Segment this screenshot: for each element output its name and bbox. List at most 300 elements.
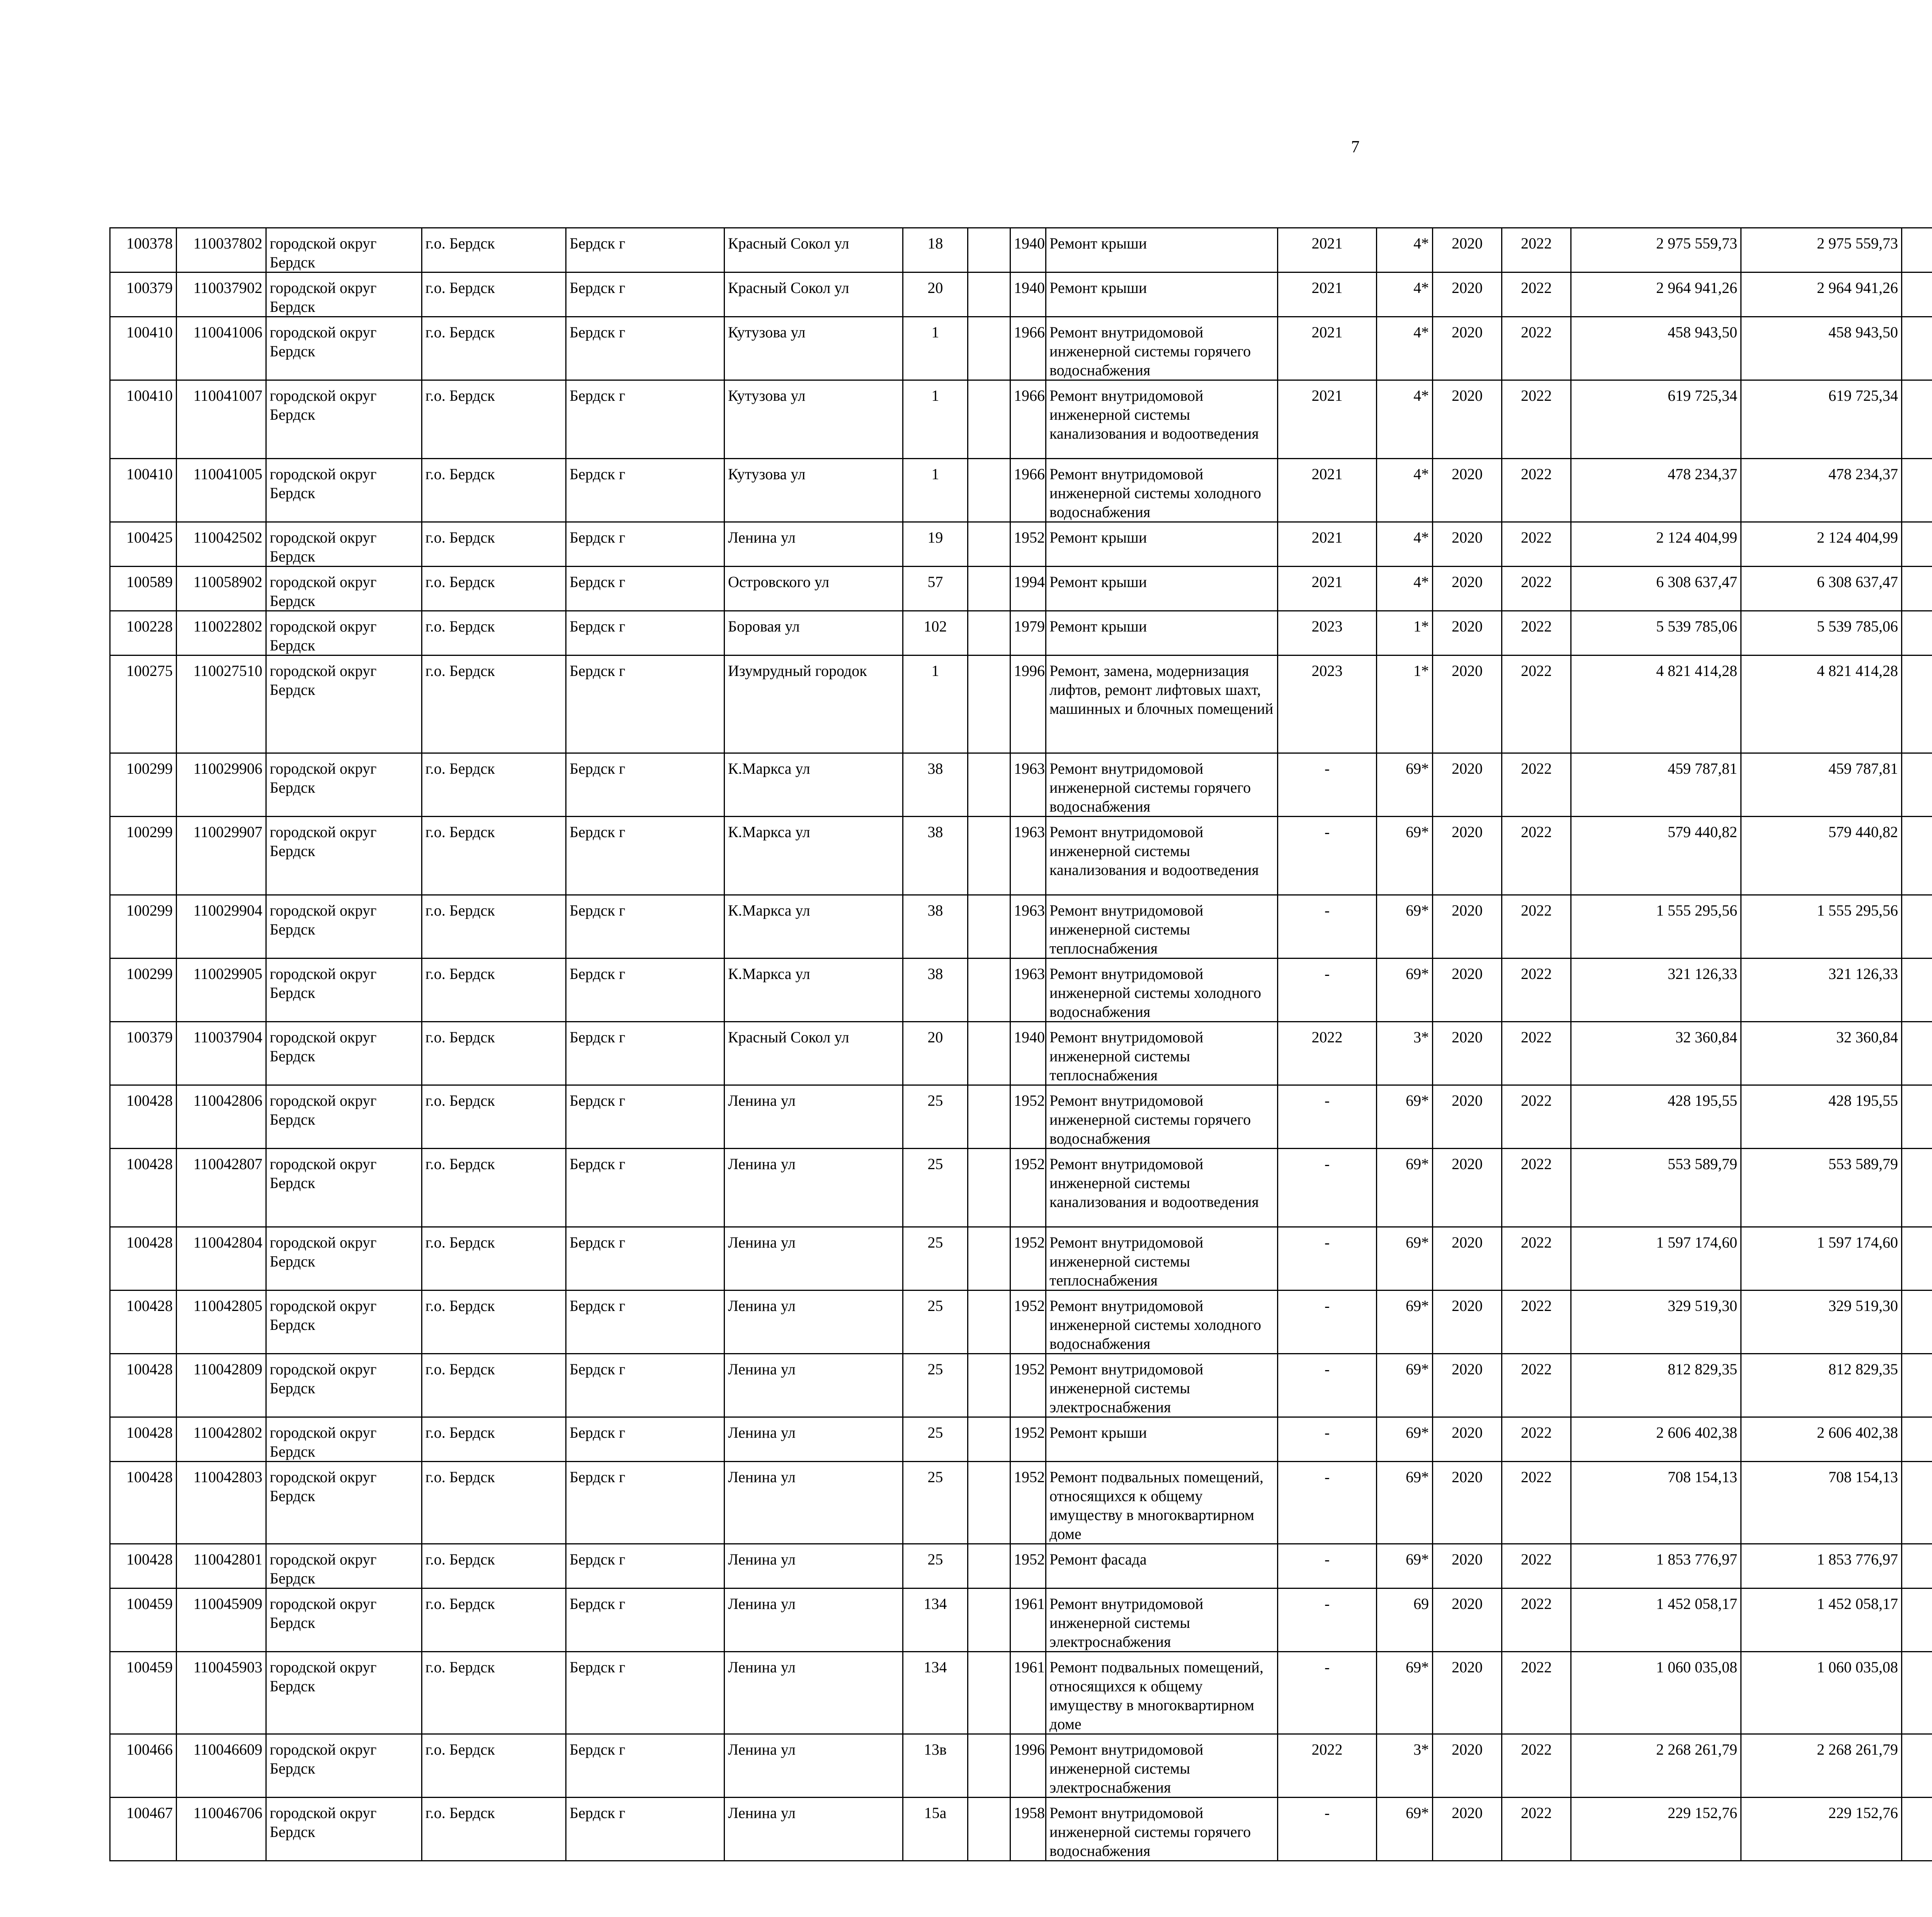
cell-municipality: городской округ Бердск [266, 1734, 422, 1798]
cell-priority: 3* [1377, 1022, 1433, 1085]
cell-house-number: 57 [903, 567, 968, 611]
cell-start-year: 2020 [1433, 611, 1502, 655]
cell-municipality: городской округ Бердск [266, 655, 422, 753]
cell-empty [968, 817, 1010, 895]
cell-work-type: Ремонт внутридомовой инженерной системы электроснабжения [1046, 1354, 1278, 1417]
cell-municipality: городской округ Бердск [266, 1652, 422, 1734]
cell-house-id: 100410 [110, 317, 177, 380]
cell-house-number: 102 [903, 611, 968, 655]
cell-municipality: городской округ Бердск [266, 317, 422, 380]
cell-year-built: 1963 [1010, 817, 1046, 895]
cell-municipality: городской округ Бердск [266, 1798, 422, 1861]
cell-street: Ленина ул [724, 1290, 903, 1354]
cell-settlement: Бердск г [566, 817, 724, 895]
cell-priority: 69* [1377, 1085, 1433, 1149]
cell-work-type: Ремонт внутридомовой инженерной системы теплоснабжения [1046, 895, 1278, 958]
cell-settlement: Бердск г [566, 522, 724, 567]
cell-cost-federal [1902, 522, 1932, 567]
cell-empty [968, 1652, 1010, 1734]
cell-start-year: 2020 [1433, 1354, 1502, 1417]
cell-cost-fund: 5 539 785,06 [1741, 611, 1902, 655]
cell-work-id: 110022802 [177, 611, 266, 655]
cell-work-id: 110042806 [177, 1085, 266, 1149]
cell-settlement: Бердск г [566, 272, 724, 317]
cell-total-cost: 1 555 295,56 [1571, 895, 1741, 958]
cell-cost-fund: 229 152,76 [1741, 1798, 1902, 1861]
cell-total-cost: 2 975 559,73 [1571, 228, 1741, 272]
cell-district: г.о. Бердск [422, 459, 566, 522]
cell-district: г.о. Бердск [422, 567, 566, 611]
cell-end-year: 2022 [1502, 958, 1571, 1022]
cell-settlement: Бердск г [566, 317, 724, 380]
cell-house-id: 100378 [110, 228, 177, 272]
cell-district: г.о. Бердск [422, 1149, 566, 1227]
cell-house-number: 25 [903, 1354, 968, 1417]
cell-street: Ленина ул [724, 522, 903, 567]
cell-settlement: Бердск г [566, 1149, 724, 1227]
cell-work-type: Ремонт внутридомовой инженерной системы теплоснабжения [1046, 1022, 1278, 1085]
cell-cost-fund: 1 597 174,60 [1741, 1227, 1902, 1290]
cell-end-year: 2022 [1502, 459, 1571, 522]
cell-empty [968, 1354, 1010, 1417]
cell-start-year: 2020 [1433, 272, 1502, 317]
cell-end-year: 2022 [1502, 817, 1571, 895]
cell-settlement: Бердск г [566, 753, 724, 817]
cell-house-number: 1 [903, 459, 968, 522]
cell-year-built: 1963 [1010, 958, 1046, 1022]
cell-year-built: 1994 [1010, 567, 1046, 611]
cell-cost-federal [1902, 655, 1932, 753]
cell-empty [968, 1149, 1010, 1227]
cell-cost-federal [1902, 958, 1932, 1022]
cell-house-number: 38 [903, 958, 968, 1022]
cell-work-id: 110041007 [177, 380, 266, 459]
cell-district: г.о. Бердск [422, 655, 566, 753]
cell-work-id: 110042803 [177, 1462, 266, 1544]
table-row [110, 1417, 1932, 1462]
cell-priority: 4* [1377, 317, 1433, 380]
cell-work-id: 110037902 [177, 272, 266, 317]
cell-district: г.о. Бердск [422, 1417, 566, 1462]
cell-start-year: 2020 [1433, 1149, 1502, 1227]
cell-municipality: городской округ Бердск [266, 380, 422, 459]
table-row [110, 567, 1932, 611]
table-row [110, 1462, 1932, 1544]
cell-cost-federal [1902, 317, 1932, 380]
table-row [110, 611, 1932, 655]
cell-work-id: 110046706 [177, 1798, 266, 1861]
cell-priority: 69* [1377, 1149, 1433, 1227]
cell-house-id: 100410 [110, 459, 177, 522]
cell-end-year: 2022 [1502, 895, 1571, 958]
cell-year-built: 1952 [1010, 1354, 1046, 1417]
cell-cost-federal [1902, 1734, 1932, 1798]
cell-total-cost: 321 126,33 [1571, 958, 1741, 1022]
cell-street: Ленина ул [724, 1734, 903, 1798]
cell-end-year: 2022 [1502, 1544, 1571, 1588]
cell-work-id: 110045909 [177, 1588, 266, 1652]
cell-work-id: 110042809 [177, 1354, 266, 1417]
cell-work-type: Ремонт внутридомовой инженерной системы канализования и водоотведения [1046, 817, 1278, 895]
cell-year-built: 1952 [1010, 1227, 1046, 1290]
cell-house-id: 100228 [110, 611, 177, 655]
cell-street: Ленина ул [724, 1149, 903, 1227]
cell-house-number: 25 [903, 1085, 968, 1149]
cell-municipality: городской округ Бердск [266, 611, 422, 655]
cell-plan-year: - [1278, 1417, 1377, 1462]
cell-house-number: 1 [903, 380, 968, 459]
cell-district: г.о. Бердск [422, 1798, 566, 1861]
cell-empty [968, 1734, 1010, 1798]
cell-house-number: 25 [903, 1149, 968, 1227]
cell-empty [968, 1588, 1010, 1652]
cell-total-cost: 329 519,30 [1571, 1290, 1741, 1354]
table-row [110, 1588, 1932, 1652]
cell-work-id: 110029906 [177, 753, 266, 817]
cell-municipality: городской округ Бердск [266, 1290, 422, 1354]
cell-cost-federal [1902, 1227, 1932, 1290]
cell-street: К.Маркса ул [724, 895, 903, 958]
cell-empty [968, 567, 1010, 611]
cell-empty [968, 1462, 1010, 1544]
cell-plan-year: - [1278, 1652, 1377, 1734]
table-body [110, 228, 1932, 1861]
cell-end-year: 2022 [1502, 1588, 1571, 1652]
table-row [110, 1798, 1932, 1861]
cell-priority: 1* [1377, 655, 1433, 753]
cell-priority: 4* [1377, 380, 1433, 459]
cell-plan-year: - [1278, 1085, 1377, 1149]
cell-priority: 69* [1377, 753, 1433, 817]
cell-year-built: 1952 [1010, 1544, 1046, 1588]
cell-house-number: 38 [903, 817, 968, 895]
cell-district: г.о. Бердск [422, 1085, 566, 1149]
cell-house-number: 15а [903, 1798, 968, 1861]
cell-house-number: 13в [903, 1734, 968, 1798]
cell-work-id: 110042807 [177, 1149, 266, 1227]
cell-start-year: 2020 [1433, 1085, 1502, 1149]
cell-cost-federal [1902, 1022, 1932, 1085]
cell-municipality: городской округ Бердск [266, 1417, 422, 1462]
cell-plan-year: 2023 [1278, 611, 1377, 655]
cell-district: г.о. Бердск [422, 611, 566, 655]
cell-start-year: 2020 [1433, 1417, 1502, 1462]
cell-cost-fund: 458 943,50 [1741, 317, 1902, 380]
cell-total-cost: 619 725,34 [1571, 380, 1741, 459]
cell-work-type: Ремонт крыши [1046, 522, 1278, 567]
cell-year-built: 1952 [1010, 1462, 1046, 1544]
cell-cost-federal [1902, 1798, 1932, 1861]
cell-end-year: 2022 [1502, 1652, 1571, 1734]
cell-municipality: городской округ Бердск [266, 895, 422, 958]
cell-municipality: городской округ Бердск [266, 1022, 422, 1085]
table-row [110, 817, 1932, 895]
cell-work-type: Ремонт внутридомовой инженерной системы горячего водоснабжения [1046, 1798, 1278, 1861]
cell-municipality: городской округ Бердск [266, 1544, 422, 1588]
table-row [110, 753, 1932, 817]
cell-total-cost: 708 154,13 [1571, 1462, 1741, 1544]
cell-start-year: 2020 [1433, 1798, 1502, 1861]
cell-work-id: 110037802 [177, 228, 266, 272]
cell-total-cost: 478 234,37 [1571, 459, 1741, 522]
cell-municipality: городской округ Бердск [266, 1149, 422, 1227]
cell-house-number: 134 [903, 1652, 968, 1734]
cell-municipality: городской округ Бердск [266, 567, 422, 611]
cell-total-cost: 229 152,76 [1571, 1798, 1741, 1861]
cell-start-year: 2020 [1433, 1462, 1502, 1544]
cell-total-cost: 2 606 402,38 [1571, 1417, 1741, 1462]
cell-street: Ленина ул [724, 1652, 903, 1734]
table-row [110, 1290, 1932, 1354]
cell-work-type: Ремонт внутридомовой инженерной системы электроснабжения [1046, 1588, 1278, 1652]
cell-work-id: 110042805 [177, 1290, 266, 1354]
cell-house-id: 100428 [110, 1227, 177, 1290]
cell-municipality: городской округ Бердск [266, 1354, 422, 1417]
cell-cost-fund: 32 360,84 [1741, 1022, 1902, 1085]
table-row [110, 1354, 1932, 1417]
cell-street: Ленина ул [724, 1798, 903, 1861]
cell-cost-federal [1902, 380, 1932, 459]
cell-house-number: 25 [903, 1417, 968, 1462]
cell-priority: 4* [1377, 567, 1433, 611]
cell-cost-fund: 2 975 559,73 [1741, 228, 1902, 272]
cell-empty [968, 655, 1010, 753]
cell-work-type: Ремонт внутридомовой инженерной системы канализования и водоотведения [1046, 380, 1278, 459]
cell-municipality: городской округ Бердск [266, 272, 422, 317]
cell-district: г.о. Бердск [422, 1588, 566, 1652]
cell-plan-year: 2023 [1278, 655, 1377, 753]
cell-end-year: 2022 [1502, 1149, 1571, 1227]
cell-cost-fund: 478 234,37 [1741, 459, 1902, 522]
cell-total-cost: 2 964 941,26 [1571, 272, 1741, 317]
cell-district: г.о. Бердск [422, 1734, 566, 1798]
cell-empty [968, 1290, 1010, 1354]
cell-municipality: городской округ Бердск [266, 522, 422, 567]
cell-total-cost: 458 943,50 [1571, 317, 1741, 380]
cell-total-cost: 579 440,82 [1571, 817, 1741, 895]
cell-start-year: 2020 [1433, 317, 1502, 380]
cell-house-id: 100425 [110, 522, 177, 567]
cell-start-year: 2020 [1433, 958, 1502, 1022]
cell-cost-federal [1902, 817, 1932, 895]
cell-settlement: Бердск г [566, 655, 724, 753]
cell-empty [968, 459, 1010, 522]
cell-plan-year: - [1278, 958, 1377, 1022]
cell-house-id: 100459 [110, 1652, 177, 1734]
cell-settlement: Бердск г [566, 1798, 724, 1861]
cell-plan-year: 2021 [1278, 567, 1377, 611]
cell-district: г.о. Бердск [422, 317, 566, 380]
cell-settlement: Бердск г [566, 1290, 724, 1354]
cell-street: Ленина ул [724, 1354, 903, 1417]
cell-cost-federal [1902, 1544, 1932, 1588]
cell-priority: 4* [1377, 272, 1433, 317]
cell-end-year: 2022 [1502, 1734, 1571, 1798]
cell-street: К.Маркса ул [724, 958, 903, 1022]
cell-cost-fund: 619 725,34 [1741, 380, 1902, 459]
cell-total-cost: 4 821 414,28 [1571, 655, 1741, 753]
cell-house-number: 25 [903, 1290, 968, 1354]
cell-year-built: 1963 [1010, 895, 1046, 958]
cell-cost-fund: 708 154,13 [1741, 1462, 1902, 1544]
cell-municipality: городской округ Бердск [266, 817, 422, 895]
cell-priority: 4* [1377, 228, 1433, 272]
table-row [110, 1734, 1932, 1798]
cell-municipality: городской округ Бердск [266, 1462, 422, 1544]
cell-house-id: 100428 [110, 1290, 177, 1354]
cell-house-id: 100299 [110, 753, 177, 817]
cell-end-year: 2022 [1502, 1417, 1571, 1462]
cell-cost-fund: 553 589,79 [1741, 1149, 1902, 1227]
cell-work-type: Ремонт фасада [1046, 1544, 1278, 1588]
cell-work-id: 110041006 [177, 317, 266, 380]
table-row [110, 655, 1932, 753]
cell-district: г.о. Бердск [422, 522, 566, 567]
cell-cost-federal [1902, 1354, 1932, 1417]
cell-start-year: 2020 [1433, 1734, 1502, 1798]
cell-start-year: 2020 [1433, 655, 1502, 753]
table-row [110, 1544, 1932, 1588]
cell-work-id: 110029907 [177, 817, 266, 895]
cell-priority: 69* [1377, 1354, 1433, 1417]
cell-start-year: 2020 [1433, 1652, 1502, 1734]
cell-settlement: Бердск г [566, 1544, 724, 1588]
cell-house-number: 134 [903, 1588, 968, 1652]
cell-house-id: 100428 [110, 1417, 177, 1462]
cell-cost-fund: 1 452 058,17 [1741, 1588, 1902, 1652]
cell-municipality: городской округ Бердск [266, 1085, 422, 1149]
cell-municipality: городской округ Бердск [266, 753, 422, 817]
cell-settlement: Бердск г [566, 380, 724, 459]
cell-district: г.о. Бердск [422, 272, 566, 317]
cell-cost-fund: 329 519,30 [1741, 1290, 1902, 1354]
cell-district: г.о. Бердск [422, 1290, 566, 1354]
cell-settlement: Бердск г [566, 1022, 724, 1085]
cell-work-id: 110046609 [177, 1734, 266, 1798]
cell-cost-federal [1902, 1085, 1932, 1149]
cell-year-built: 1952 [1010, 1085, 1046, 1149]
cell-empty [968, 228, 1010, 272]
cell-settlement: Бердск г [566, 228, 724, 272]
cell-empty [968, 895, 1010, 958]
cell-cost-fund: 1 555 295,56 [1741, 895, 1902, 958]
cell-work-type: Ремонт внутридомовой инженерной системы горячего водоснабжения [1046, 1085, 1278, 1149]
cell-street: Ленина ул [724, 1417, 903, 1462]
cell-house-number: 1 [903, 317, 968, 380]
cell-work-type: Ремонт крыши [1046, 1417, 1278, 1462]
cell-cost-federal [1902, 611, 1932, 655]
cell-cost-federal [1902, 567, 1932, 611]
cell-end-year: 2022 [1502, 753, 1571, 817]
cell-total-cost: 5 539 785,06 [1571, 611, 1741, 655]
cell-start-year: 2020 [1433, 753, 1502, 817]
cell-total-cost: 32 360,84 [1571, 1022, 1741, 1085]
cell-plan-year: - [1278, 1354, 1377, 1417]
cell-empty [968, 1417, 1010, 1462]
cell-priority: 69* [1377, 1417, 1433, 1462]
capital-repair-table [109, 227, 1932, 1861]
cell-empty [968, 380, 1010, 459]
cell-house-number: 20 [903, 1022, 968, 1085]
cell-empty [968, 1085, 1010, 1149]
cell-district: г.о. Бердск [422, 1462, 566, 1544]
cell-start-year: 2020 [1433, 895, 1502, 958]
cell-plan-year: - [1278, 895, 1377, 958]
cell-house-number: 20 [903, 272, 968, 317]
cell-year-built: 1952 [1010, 1290, 1046, 1354]
cell-plan-year: - [1278, 1588, 1377, 1652]
cell-settlement: Бердск г [566, 459, 724, 522]
cell-year-built: 1940 [1010, 228, 1046, 272]
cell-year-built: 1961 [1010, 1652, 1046, 1734]
cell-plan-year: - [1278, 1227, 1377, 1290]
cell-total-cost: 553 589,79 [1571, 1149, 1741, 1227]
cell-municipality: городской округ Бердск [266, 228, 422, 272]
cell-district: г.о. Бердск [422, 958, 566, 1022]
cell-priority: 3* [1377, 1734, 1433, 1798]
cell-plan-year: 2021 [1278, 272, 1377, 317]
cell-street: Красный Сокол ул [724, 1022, 903, 1085]
cell-work-type: Ремонт внутридомовой инженерной системы электроснабжения [1046, 1734, 1278, 1798]
table-row [110, 380, 1932, 459]
cell-work-type: Ремонт внутридомовой инженерной системы теплоснабжения [1046, 1227, 1278, 1290]
cell-priority: 69* [1377, 895, 1433, 958]
table-row [110, 895, 1932, 958]
cell-end-year: 2022 [1502, 1462, 1571, 1544]
cell-priority: 69* [1377, 958, 1433, 1022]
cell-settlement: Бердск г [566, 958, 724, 1022]
cell-street: Ленина ул [724, 1085, 903, 1149]
cell-total-cost: 1 060 035,08 [1571, 1652, 1741, 1734]
cell-work-type: Ремонт подвальных помещений, относящихся к общему имуществу в многоквартирном доме [1046, 1652, 1278, 1734]
cell-priority: 1* [1377, 611, 1433, 655]
cell-total-cost: 428 195,55 [1571, 1085, 1741, 1149]
cell-cost-federal [1902, 1588, 1932, 1652]
cell-work-id: 110037904 [177, 1022, 266, 1085]
cell-work-id: 110058902 [177, 567, 266, 611]
cell-settlement: Бердск г [566, 1417, 724, 1462]
cell-street: Ленина ул [724, 1227, 903, 1290]
cell-work-id: 110045903 [177, 1652, 266, 1734]
cell-house-id: 100428 [110, 1544, 177, 1588]
cell-street: Красный Сокол ул [724, 272, 903, 317]
cell-empty [968, 317, 1010, 380]
cell-cost-federal [1902, 459, 1932, 522]
cell-street: Кутузова ул [724, 380, 903, 459]
cell-priority: 69* [1377, 1227, 1433, 1290]
cell-start-year: 2020 [1433, 228, 1502, 272]
cell-settlement: Бердск г [566, 1085, 724, 1149]
table-row [110, 1085, 1932, 1149]
cell-total-cost: 812 829,35 [1571, 1354, 1741, 1417]
cell-work-type: Ремонт внутридомовой инженерной системы канализования и водоотведения [1046, 1149, 1278, 1227]
cell-house-id: 100275 [110, 655, 177, 753]
cell-cost-fund: 459 787,81 [1741, 753, 1902, 817]
cell-work-id: 110041005 [177, 459, 266, 522]
cell-work-id: 110029905 [177, 958, 266, 1022]
cell-house-id: 100379 [110, 272, 177, 317]
cell-municipality: городской округ Бердск [266, 1588, 422, 1652]
cell-empty [968, 753, 1010, 817]
cell-end-year: 2022 [1502, 380, 1571, 459]
cell-start-year: 2020 [1433, 1290, 1502, 1354]
cell-empty [968, 611, 1010, 655]
cell-work-type: Ремонт внутридомовой инженерной системы холодного водоснабжения [1046, 1290, 1278, 1354]
cell-year-built: 1996 [1010, 1734, 1046, 1798]
cell-cost-federal [1902, 272, 1932, 317]
cell-year-built: 1966 [1010, 459, 1046, 522]
cell-work-type: Ремонт крыши [1046, 567, 1278, 611]
